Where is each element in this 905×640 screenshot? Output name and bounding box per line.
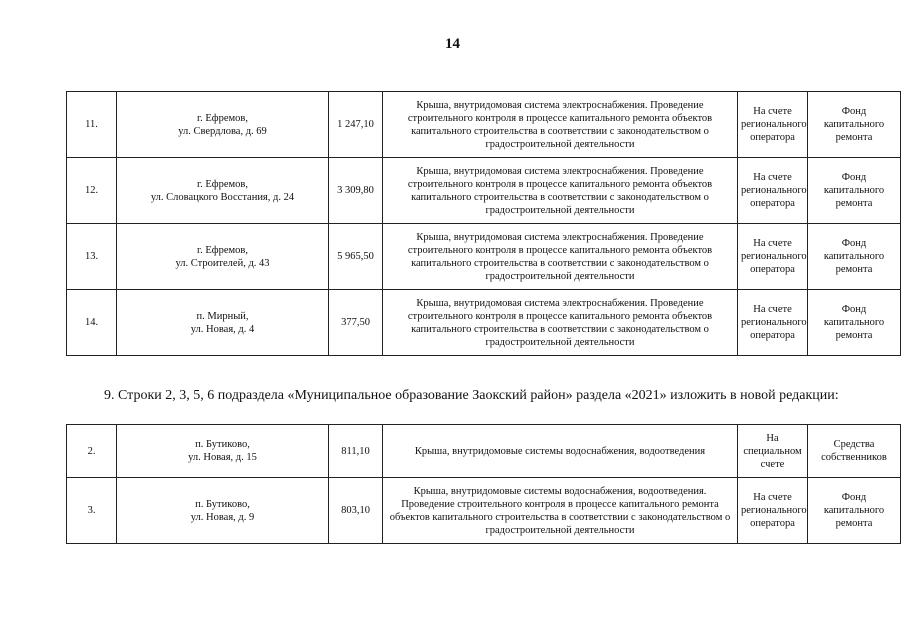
table-row xyxy=(67,158,901,224)
row-account: На счете регионального оператора xyxy=(738,290,808,356)
row-account: На специальном счете xyxy=(738,425,808,478)
table-row xyxy=(67,92,901,158)
address-text: г. Ефремов, ул. Строителей, д. 43 xyxy=(175,244,270,269)
row-source: Фонд капитального ремонта xyxy=(808,290,901,356)
table-row xyxy=(67,224,901,290)
row-area: 1 247,10 xyxy=(329,92,383,158)
row-works: Крыша, внутридомовые системы водоснабжения, водоотведения. Проведение строительного контроля в процессе капитального ремонта объектов капитального строительства в соответствии с законодательством о градостроительной деятельности xyxy=(383,478,738,544)
row-works: Крыша, внутридомовая система электроснабжения. Проведение строительного контроля в процессе капитального ремонта объектов капитального строительства в соответствии с законодательством о градостроительной деятельности xyxy=(383,158,738,224)
address-text: п. Мирный, ул. Новая, д. 4 xyxy=(190,310,255,335)
row-area: 803,10 xyxy=(329,478,383,544)
row-number: 3. xyxy=(67,478,117,544)
row-source: Фонд капитального ремонта xyxy=(808,478,901,544)
row-address xyxy=(117,425,329,478)
row-number: 11. xyxy=(67,92,117,158)
row-number: 12. xyxy=(67,158,117,224)
row-account: На счете регионального оператора xyxy=(738,92,808,158)
table-row xyxy=(67,290,901,356)
row-number: 14. xyxy=(67,290,117,356)
row-works: Крыша, внутридомовая система электроснабжения. Проведение строительного контроля в процессе капитального ремонта объектов капитального строительства в соответствии с законодательством о градостроительной деятельности xyxy=(383,92,738,158)
row-account: На счете регионального оператора xyxy=(738,224,808,290)
row-address xyxy=(117,478,329,544)
row-source: Фонд капитального ремонта xyxy=(808,224,901,290)
row-number: 2. xyxy=(67,425,117,478)
page-number: 14 xyxy=(445,36,460,52)
row-area: 5 965,50 xyxy=(329,224,383,290)
table-row xyxy=(67,425,901,478)
row-address xyxy=(117,92,329,158)
row-source: Фонд капитального ремонта xyxy=(808,158,901,224)
row-area: 811,10 xyxy=(329,425,383,478)
row-area: 377,50 xyxy=(329,290,383,356)
row-source: Средства собственников xyxy=(808,425,901,478)
row-account: На счете регионального оператора xyxy=(738,158,808,224)
repair-table-1 xyxy=(66,91,901,356)
row-works: Крыша, внутридомовая система электроснабжения. Проведение строительного контроля в процессе капитального ремонта объектов капитального строительства в соответствии с законодательством о градостроительной деятельности xyxy=(383,224,738,290)
address-text: п. Бутиково, ул. Новая, д. 15 xyxy=(188,439,257,463)
amendment-paragraph: 9. Строки 2, 3, 5, 6 подраздела «Муниципальное образование Заокский район» раздела «2021» изложить в новой редакции: xyxy=(104,388,839,403)
address-text: г. Ефремов, ул. Свердлова, д. 69 xyxy=(178,112,267,137)
address-text: п. Бутиково, ул. Новая, д. 9 xyxy=(190,498,255,523)
repair-table-2 xyxy=(66,424,901,544)
row-works: Крыша, внутридомовая система электроснабжения. Проведение строительного контроля в процессе капитального ремонта объектов капитального строительства в соответствии с законодательством о градостроительной деятельности xyxy=(383,290,738,356)
row-account: На счете регионального оператора xyxy=(738,478,808,544)
address-text: г. Ефремов, ул. Словацкого Восстания, д. 24 xyxy=(150,178,295,203)
row-address xyxy=(117,290,329,356)
table-row xyxy=(67,478,901,544)
row-source: Фонд капитального ремонта xyxy=(808,92,901,158)
row-address xyxy=(117,158,329,224)
row-area: 3 309,80 xyxy=(329,158,383,224)
row-number: 13. xyxy=(67,224,117,290)
row-address xyxy=(117,224,329,290)
row-works: Крыша, внутридомовые системы водоснабжения, водоотведения xyxy=(383,425,738,478)
